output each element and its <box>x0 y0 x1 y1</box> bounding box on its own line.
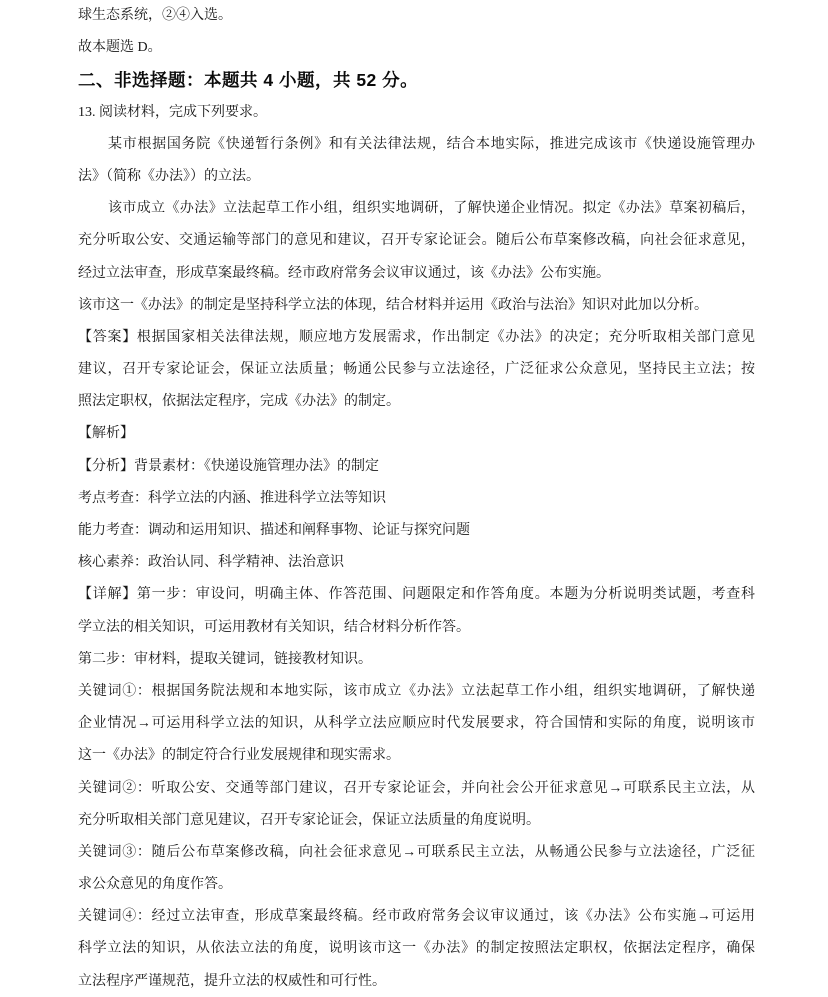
text-line: 关键词③：随后公布草案修改稿，向社会征求意见→可联系民主立法，从畅通公民参与立法途径，广泛征 <box>78 844 755 860</box>
text-line: 企业情况→可运用科学立法的知识，从科学立法应顺应时代发展要求，符合国情和实际的角度，说明该市 <box>78 716 755 732</box>
text-line: 该市这一《办法》的制定是坚持科学立法的体现，结合材料并运用《政治与法治》知识对此加以分析。 <box>78 297 708 313</box>
text-line: 【解析】 <box>78 426 134 442</box>
text-line: 照法定职权，依据法定程序，完成《办法》的制定。 <box>78 394 400 410</box>
text-line: 二、非选择题：本题共 4 小题，共 52 分。 <box>78 70 419 91</box>
text-line: 某市根据国务院《快递暂行条例》和有关法律法规，结合本地实际，推进完成该市《快递设施管理办 <box>108 136 755 152</box>
document-body <box>78 0 755 997</box>
text-line: 【分析】背景素材：《快递设施管理办法》的制定 <box>78 458 379 474</box>
text-line: 考点考查：科学立法的内涵、推进科学立法等知识 <box>78 490 386 506</box>
text-line: 充分听取公安、交通运输等部门的意见和建议，召开专家论证会。随后公布草案修改稿，向社会征求意见， <box>78 233 755 249</box>
text-line: 法》（简称《办法》）的立法。 <box>78 168 260 184</box>
text-line: 球生态系统，②④入选。 <box>78 8 232 23</box>
text-line: 科学立法的知识，从依法立法的角度，说明该市这一《办法》的制定按照法定职权，依据法定程序，确保 <box>78 941 755 957</box>
text-line: 故本题选 D。 <box>78 40 162 56</box>
text-line: 建议，召开专家论证会，保证立法质量；畅通公民参与立法途径，广泛征求公众意见，坚持民主立法；按 <box>78 362 755 378</box>
text-line: 能力考查：调动和运用知识、描述和阐释事物、论证与探究问题 <box>78 523 470 538</box>
text-line: 13. 阅读材料，完成下列要求。 <box>78 104 267 120</box>
text-line: 【详解】第一步：审设问，明确主体、作答范围、问题限定和作答角度。本题为分析说明类试题，考查科 <box>78 587 755 603</box>
text-line: 该市成立《办法》立法起草工作小组，组织实地调研，了解快递企业情况。拟定《办法》草案初稿后， <box>108 201 755 217</box>
text-line: 核心素养：政治认同、科学精神、法治意识 <box>78 555 344 571</box>
text-line: 关键词④：经过立法审查，形成草案最终稿。经市政府常务会议审议通过，该《办法》公布实施→可运用 <box>78 909 755 925</box>
text-line: 关键词②：听取公安、交通等部门建议，召开专家论证会，并向社会公开征求意见→可联系民主立法，从 <box>78 780 755 796</box>
text-line: 求公众意见的角度作答。 <box>78 877 232 893</box>
text-line: 这一《办法》的制定符合行业发展规律和现实需求。 <box>78 748 400 764</box>
text-line: 经过立法审查，形成草案最终稿。经市政府常务会议审议通过，该《办法》公布实施。 <box>78 265 610 281</box>
text-line: 立法程序严谨规范，提升立法的权威性和可行性。 <box>78 973 386 989</box>
text-line: 【答案】根据国家相关法律法规，顺应地方发展需求，作出制定《办法》的决定；充分听取相关部门意见 <box>78 329 755 345</box>
text-line: 充分听取相关部门意见建议，召开专家论证会，保证立法质量的角度说明。 <box>78 812 540 828</box>
text-line: 关键词①：根据国务院法规和本地实际，该市成立《办法》立法起草工作小组，组织实地调研，了解快递 <box>78 683 755 699</box>
text-line: 学立法的相关知识，可运用教材有关知识，结合材料分析作答。 <box>78 619 470 635</box>
text-line: 第二步：审材料，提取关键词，链接教材知识。 <box>78 651 372 667</box>
